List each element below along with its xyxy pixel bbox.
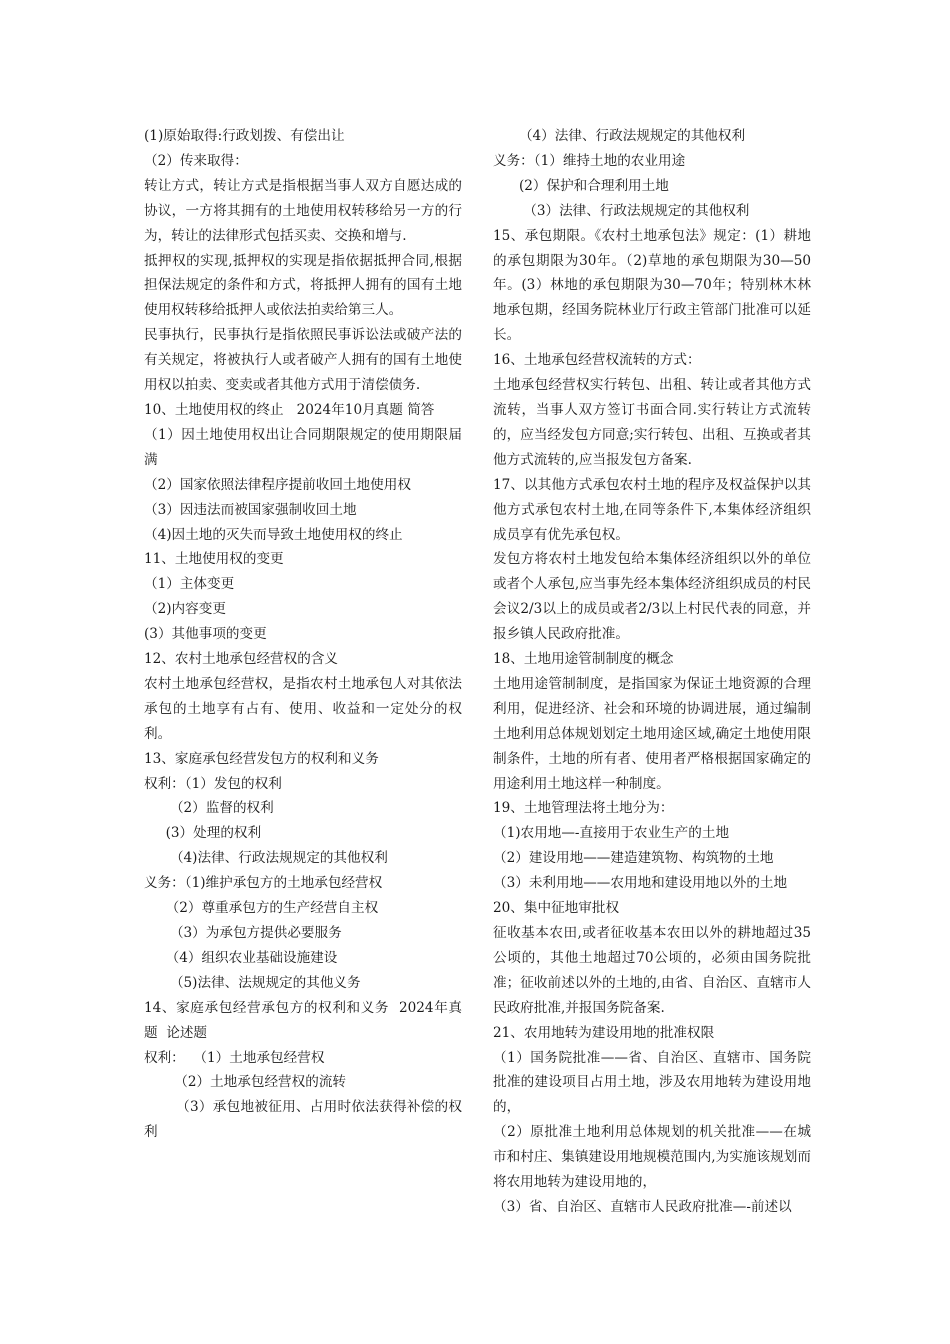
right-column [493,124,811,1220]
paragraph: 10、土地使用权的终止 2024年10月真题 简答 [144,401,435,418]
paragraph: （2）建设用地——建造建筑物、构筑物的土地 [493,850,774,867]
paragraph: （3）未利用地——农用地和建设用地以外的土地 [493,875,788,892]
paragraph: （2）土地承包经营权的流转 [144,1074,347,1091]
paragraph: 12、农村土地承包经营权的含义 [144,651,339,668]
paragraph: （2）监督的权利 [144,800,274,817]
paragraph: 15、承包期限。《农村土地承包法》规定：(1）耕地的承包期限为30年。（2)草地的承包期限为30—50年。(3）林地的承包期限为30—70年；特别林木林地承包期，经国务院林业厅行政主管部门批准可以延长。 [493,227,811,344]
paragraph: （1）因土地使用权出让合同期限规定的使用期限届满 [144,426,462,468]
paragraph: （3）因违法而被国家强制收回土地 [144,501,357,518]
paragraph: （3）承包地被征用、占用时依法获得补偿的权利 [144,1099,462,1141]
paragraph: 20、集中征地审批权 [493,900,620,917]
paragraph: 抵押权的实现,抵押权的实现是指依据抵押合同,根据担保法规定的条件和方式，将抵押人拥有的国有土地使用权转移给抵押人或依法拍卖给第三人。 [144,252,462,319]
paragraph: 21、农用地转为建设用地的批准权限 [493,1024,715,1041]
paragraph: (3）处理的权利 [144,825,262,842]
paragraph: （4)因土地的灭失而导致土地使用权的终止 [144,526,403,543]
paragraph: （2)内容变更 [144,601,226,618]
paragraph: 义务：（1)维护承包方的土地承包经营权 [144,875,383,892]
paragraph: (3）其他事项的变更 [144,626,267,643]
paragraph: （4）组织农业基础设施建设 [144,949,338,966]
paragraph: (2）保护和合理利用土地 [493,177,669,194]
paragraph: 13、家庭承包经营发包方的权利和义务 [144,750,379,767]
paragraph: （4)法律、行政法规规定的其他权利 [144,850,388,867]
paragraph: 14、家庭承包经营承包方的权利和义务 2024年真题 论述题 [144,999,462,1041]
paragraph: （1）主体变更 [144,576,235,593]
paragraph: 17、以其他方式承包农村土地的程序及权益保护以其他方式承包农村土地,在同等条件下,本集体经济组织成员享有优先承包权。 [493,476,811,543]
paragraph: （4）法律、行政法规规定的其他权利 [493,128,746,144]
paragraph: 发包方将农村土地发包给本集体经济组织以外的单位或者个人承包,应当事先经本集体经济组织成员的村民会议2/3以上的成员或者2/3以上村民代表的同意，并报乡镇人民政府批准。 [493,551,811,643]
paragraph: （3）法律、行政法规规定的其他权利 [493,202,750,219]
left-column [144,124,462,1145]
paragraph: （2）尊重承包方的生产经营自主权 [144,900,379,917]
paragraph: (1)原始取得:行政划拨、有偿出让 [144,128,345,144]
paragraph: 义务：（1）维持土地的农业用途 [493,152,686,169]
paragraph: 转让方式，转让方式是指根据当事人双方自愿达成的协议，一方将其拥有的土地使用权转移给另一方的行为，转让的法律形式包括买卖、交换和增与. [144,177,462,244]
paragraph: （3）省、自治区、直辖市人民政府批准—-前述以 [493,1198,792,1215]
paragraph: 18、土地用途管制制度的概念 [493,651,674,668]
paragraph: 权利：（1）发包的权利 [144,775,282,792]
paragraph: 征收基本农田,或者征收基本农田以外的耕地超过35公顷的，其他土地超过70公顷的，必须由国务院批准；征收前述以外的土地的,由省、自治区、直辖市人民政府批准,并报国务院备案. [493,925,811,1016]
paragraph: 民事执行，民事执行是指依照民事诉讼法或破产法的有关规定，将被执行人或者破产人拥有的国有土地使用权以拍卖、变卖或者其他方式用于清偿债务. [144,327,462,394]
paragraph: 农村土地承包经营权，是指农村土地承包人对其依法承包的土地享有占有、使用、收益和一定处分的权利。 [144,675,462,742]
paragraph: （1)农用地—-直接用于农业生产的土地 [493,825,730,842]
paragraph: （5)法律、法规规定的其他义务 [144,974,361,991]
paragraph: 11、土地使用权的变更 [144,551,284,568]
paragraph: （3）为承包方提供必要服务 [144,925,342,941]
paragraph: （2）原批准土地利用总体规划的机关批准——在城市和村庄、集镇建设用地规模范围内,为实施该规划而将农用地转为建设用地的， [493,1124,811,1191]
paragraph: 土地用途管制制度，是指国家为保证土地资源的合理利用，促进经济、社会和环境的协调进展，通过编制土地利用总体规划划定土地用途区域,确定土地使用限制条件，土地的所有者、使用者严格根据国家确定的用途利用土地这样一种制度。 [493,675,811,792]
paragraph: （2）国家依照法律程序提前收回土地使用权 [144,476,411,493]
paragraph: 土地承包经营权实行转包、出租、转让或者其他方式流转，当事人双方签订书面合同.实行转让方式流转的，应当经发包方同意;实行转包、出租、互换或者其他方式流转的,应当报发包方备案. [493,377,811,468]
paragraph: （2）传来取得： [144,152,248,169]
paragraph: （1）国务院批准——省、自治区、直辖市、国务院批准的建设项目占用土地，涉及农用地转为建设用地的， [493,1049,811,1116]
paragraph: 权利： （1）土地承包经营权 [144,1049,325,1066]
paragraph: 19、土地管理法将土地分为： [493,800,674,817]
paragraph: 16、土地承包经营权流转的方式： [493,352,701,369]
